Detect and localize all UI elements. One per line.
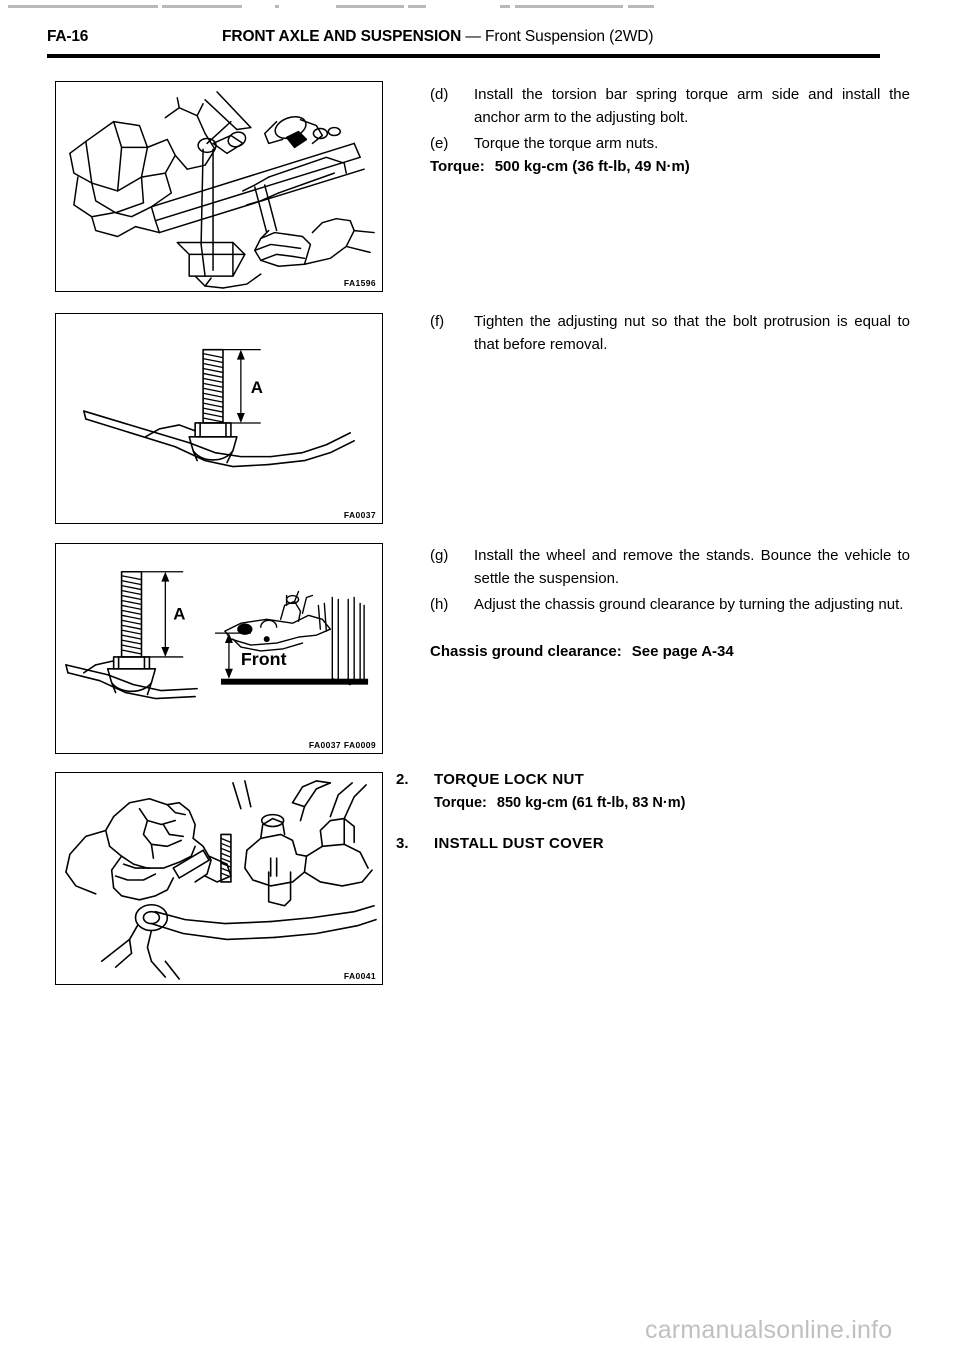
major-step-2-spec (434, 792, 916, 815)
page-title-section: FRONT AXLE AND SUSPENSION (222, 28, 462, 45)
step-f-tag: (f) (430, 313, 445, 330)
major-step-2-spec-value: 850 kg-cm (61 ft-lb, 83 N·m) (496, 794, 686, 811)
step-d-tag: (d) (430, 86, 449, 103)
site-watermark: carmanualsonline.info (645, 1316, 893, 1344)
chassis-clearance-value: See page A-34 (631, 643, 734, 660)
figure-code: FA0037 (343, 510, 376, 520)
major-step-3 (396, 833, 916, 856)
page-number: FA-16 (47, 28, 89, 45)
front-label: Front (240, 648, 287, 669)
major-step-2-title: TORQUE LOCK NUT (434, 771, 585, 788)
chassis-clearance-label: Chassis ground clearance: (430, 643, 622, 660)
major-step-3-number: 3. (396, 835, 409, 852)
torque-spec-1-label: Torque: (430, 158, 485, 175)
step-g-tag: (g) (430, 547, 449, 564)
figure-code: FA0037 FA0009 (308, 740, 376, 750)
step-e-text: Torque the torque arm nuts. (474, 135, 659, 152)
major-step-2-number: 2. (396, 771, 409, 788)
major-step-3-title: INSTALL DUST COVER (434, 835, 604, 852)
step-d-text: Install the torsion bar spring torque arm side and install the anchor arm to the adjusting bolt. (474, 86, 910, 126)
page-title-subsection: Front Suspension (2WD) (485, 28, 654, 45)
torque-spec-1 (430, 156, 920, 179)
major-step-2-spec-label: Torque: (434, 794, 487, 811)
dimension-label-a: A (173, 604, 186, 624)
step-d (430, 84, 910, 129)
step-h (430, 594, 910, 617)
torque-spec-1-value: 500 kg-cm (36 ft-lb, 49 N·m) (494, 158, 690, 175)
figure-code: FA1596 (343, 278, 376, 288)
page-title-separator: — (461, 28, 486, 45)
figure-code: FA0041 (343, 971, 376, 981)
step-g (430, 545, 910, 590)
dimension-label-a: A (250, 378, 264, 398)
major-step-2 (396, 769, 916, 814)
step-h-tag: (h) (430, 596, 449, 613)
step-f (430, 311, 910, 356)
step-g-text: Install the wheel and remove the stands. Bounce the vehicle to settle the suspension. (474, 547, 910, 587)
chassis-clearance-spec (430, 641, 920, 664)
step-e (430, 133, 910, 156)
step-f-text: Tighten the adjusting nut so that the bolt protrusion is equal to that before removal. (474, 313, 910, 353)
step-e-tag: (e) (430, 135, 449, 152)
step-h-text: Adjust the chassis ground clearance by turning the adjusting nut. (474, 596, 904, 613)
